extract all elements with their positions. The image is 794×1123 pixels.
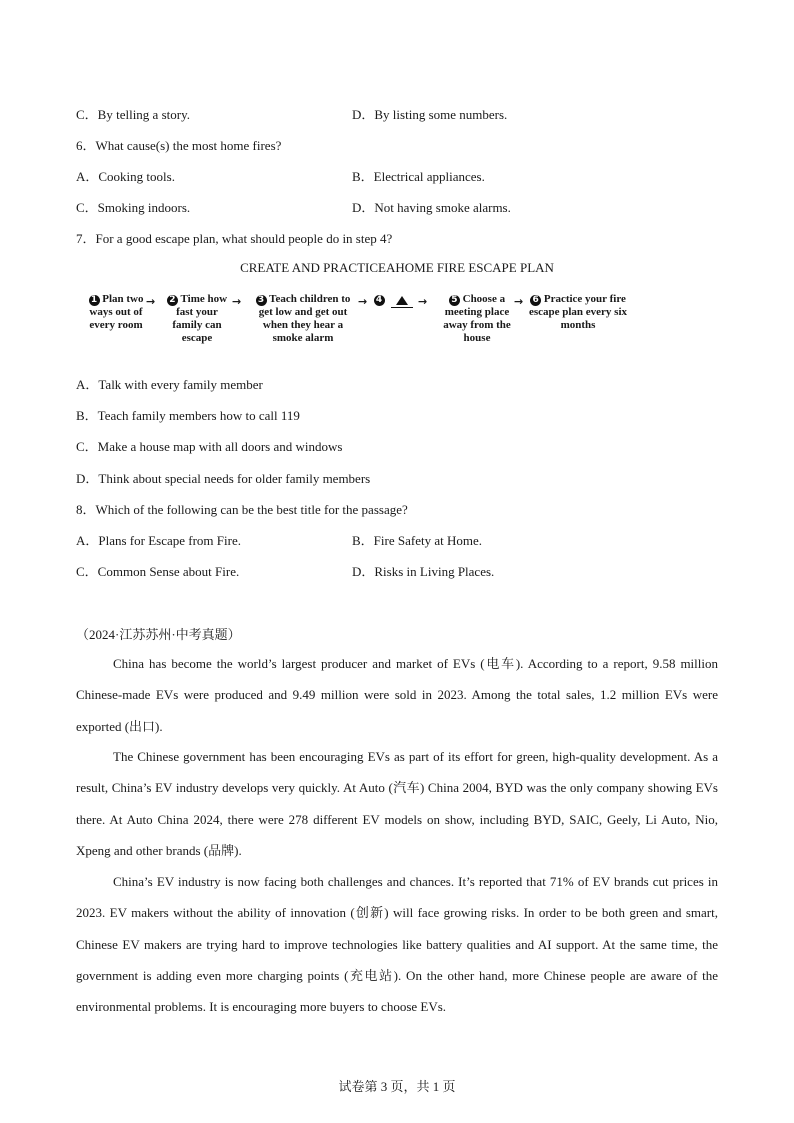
step-number: 2 xyxy=(167,295,178,306)
arrow-icon: → xyxy=(358,295,368,308)
arrow-icon: → xyxy=(418,295,428,308)
q7-option-a: A．Talk with every family member xyxy=(76,377,263,392)
passage-source: （2024·江苏苏州·中考真题） xyxy=(76,627,241,642)
q6-question: 6．What cause(s) the most home fires? xyxy=(76,138,282,153)
flow-step-5 xyxy=(432,293,522,345)
step-number: 5 xyxy=(449,295,460,306)
step-text: Plan two ways out of every room xyxy=(89,293,144,331)
step-number: 1 xyxy=(89,295,100,306)
arrow-icon: → xyxy=(146,295,156,308)
flow-step-1 xyxy=(82,293,150,332)
passage-paragraph-2: The Chinese government has been encouraging EVs as part of its effort for green, high-quality development. As a result, China’s EV industry develops very quickly. At Auto (汽车) China 2004, BYD was the only company showing EVs there. At Auto China 2024, there were 278 different EV models on show, including BYD, SAIC, Geely, Li Auto, Nio, Xpeng and other brands (品牌). xyxy=(76,749,718,858)
q5-option-d: D．By listing some numbers. xyxy=(352,107,508,122)
q8-option-c: C．Common Sense about Fire. xyxy=(76,564,240,579)
flow-step-3 xyxy=(248,293,358,345)
q6-option-b: B．Electrical appliances. xyxy=(352,169,485,184)
q8-option-d: D．Risks in Living Places. xyxy=(352,564,495,579)
q7-option-b: B．Teach family members how to call 119 xyxy=(76,408,300,423)
page-footer: 试卷第 3 页，共 1 页 xyxy=(338,1079,456,1094)
step-text: Time how fast your family can escape xyxy=(172,293,228,344)
blank-underline xyxy=(391,307,413,308)
passage-paragraph-3: China’s EV industry is now facing both challenges and chances. It’s reported that 71% of EV brands cut prices in 2023. EV makers without the ability of innovation (创新) will face growing risks. In order to be both green and smart, Chinese EV makers are trying hard to improve technologies like battery qualities and AI support. At the same time, the government is adding even more charging points (充电站). On the other hand, more Chinese people are aware of the environmental problems. It is encouraging more buyers to choose EVs. xyxy=(76,874,718,1015)
q7-option-d: D．Think about special needs for older family members xyxy=(76,471,371,486)
step-text: Choose a meeting place away from the house xyxy=(443,293,511,344)
flow-step-2 xyxy=(160,293,234,345)
triangle-blank-icon xyxy=(396,296,408,305)
q7-question: 7．For a good escape plan, what should people do in step 4? xyxy=(76,231,393,246)
q8-option-a: A．Plans for Escape from Fire. xyxy=(76,533,241,548)
q6-option-d: D．Not having smoke alarms. xyxy=(352,200,511,215)
step-number: 3 xyxy=(256,295,267,306)
step-text: Practice your fire escape plan every six months xyxy=(528,293,628,331)
q8-option-b: B．Fire Safety at Home. xyxy=(352,533,482,548)
q8-question: 8．Which of the following can be the best title for the passage? xyxy=(76,502,408,517)
passage-paragraph-1: China has become the world’s largest producer and market of EVs (电车). According to a report, 9.58 million Chinese-made EVs were produced and 9.49 million were sold in 2023. Among the total sales, 1.2 million EVs were exported (出口). xyxy=(76,656,718,734)
step-text: Teach children to get low and get out when they hear a smoke alarm xyxy=(258,293,351,344)
step-number: 4 xyxy=(374,295,385,306)
arrow-icon: → xyxy=(514,295,524,308)
escape-plan-flowchart xyxy=(82,293,642,353)
q6-option-a: A．Cooking tools. xyxy=(76,169,175,184)
flow-step-6 xyxy=(528,293,628,332)
q5-option-c: C．By telling a story. xyxy=(76,107,190,122)
diagram-title: CREATE AND PRACTICEAHOME FIRE ESCAPE PLAN xyxy=(240,260,554,275)
arrow-icon: → xyxy=(232,295,242,308)
step-number: 6 xyxy=(530,295,541,306)
q6-option-c: C．Smoking indoors. xyxy=(76,200,191,215)
flow-step-4 xyxy=(372,293,386,306)
q7-option-c: C．Make a house map with all doors and windows xyxy=(76,439,343,454)
